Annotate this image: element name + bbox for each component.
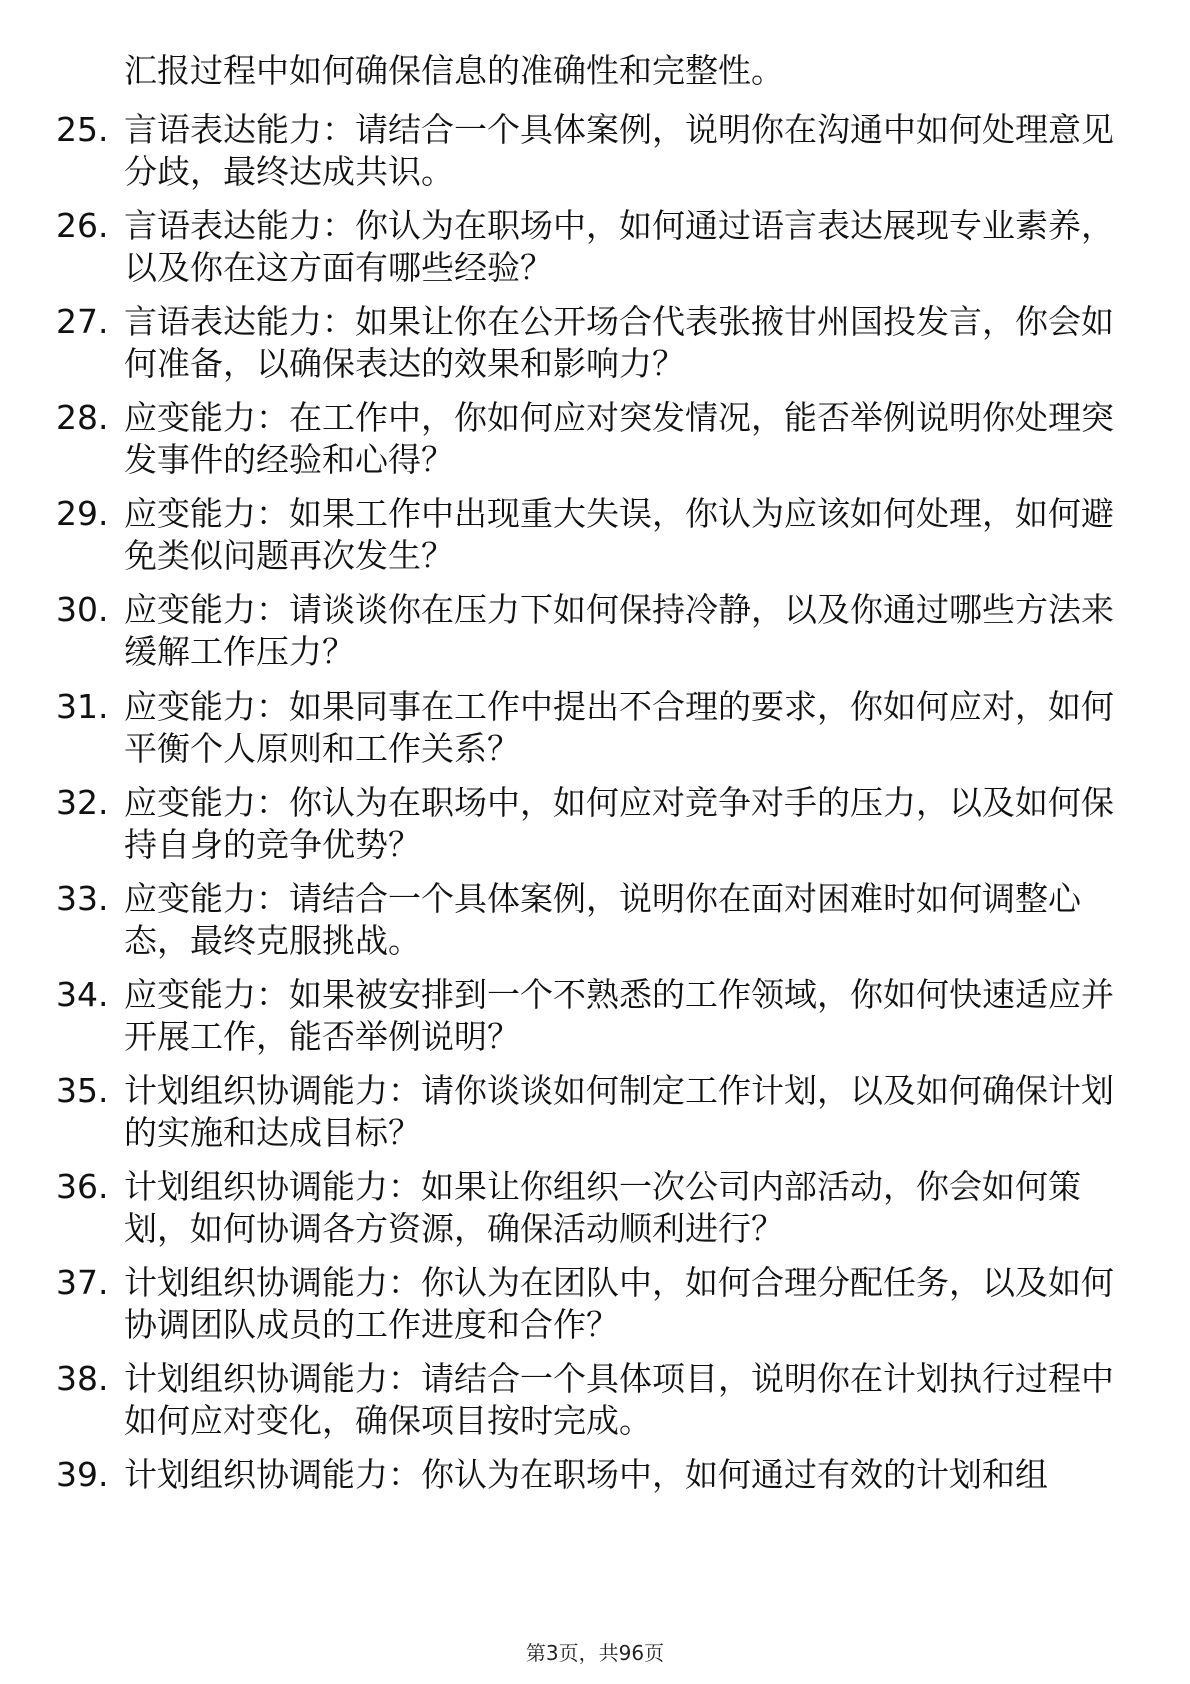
question-item <box>0 1070 1190 1166</box>
question-item <box>0 974 1190 1070</box>
question-number: 39. <box>56 1455 109 1495</box>
question-text: 应变能力：你认为在职场中，如何应对竞争对手的压力，以及如何保持自身的竞争优势？ <box>124 782 1114 864</box>
question-text: 应变能力：在工作中，你如何应对突发情况，能否举例说明你处理突发事件的经验和心得？ <box>124 398 1114 480</box>
question-number: 36. <box>56 1167 109 1207</box>
question-text: 应变能力：如果工作中出现重大失误，你认为应该如何处理，如何避免类似问题再次发生？ <box>124 494 1114 576</box>
question-item <box>0 686 1190 782</box>
question-item <box>0 878 1190 974</box>
question-text: 言语表达能力：请结合一个具体案例，说明你在沟通中如何处理意见分歧，最终达成共识。 <box>124 110 1114 191</box>
question-item <box>0 493 1190 589</box>
question-item <box>0 1262 1190 1358</box>
continued-question-text: 汇报过程中如何确保信息的准确性和完整性。 <box>124 51 784 90</box>
question-item <box>0 301 1190 397</box>
question-number: 28. <box>56 398 109 438</box>
question-text: 计划组织协调能力：你认为在团队中，如何合理分配任务，以及如何协调团队成员的工作进度和合作？ <box>124 1263 1114 1345</box>
question-number: 34. <box>56 974 109 1014</box>
question-text: 计划组织协调能力：请你谈谈如何制定工作计划，以及如何确保计划的实施和达成目标？ <box>124 1070 1114 1152</box>
question-item <box>0 589 1190 685</box>
question-number: 38. <box>56 1359 109 1399</box>
question-number: 30. <box>56 590 109 630</box>
question-number: 25. <box>56 110 109 149</box>
question-number: 27. <box>56 302 109 342</box>
question-text: 言语表达能力：如果让你在公开场合代表张掖甘州国投发言，你会如何准备，以确保表达的效果和影响力？ <box>124 302 1114 384</box>
question-item <box>0 1358 1190 1454</box>
question-item <box>0 782 1190 878</box>
question-item <box>0 397 1190 493</box>
question-number: 26. <box>56 206 109 246</box>
question-number: 33. <box>56 878 109 918</box>
question-item <box>0 1454 1190 1550</box>
question-text: 计划组织协调能力：你认为在职场中，如何通过有效的计划和组 <box>124 1455 1048 1495</box>
question-text: 计划组织协调能力：请结合一个具体项目，说明你在计划执行过程中如何应对变化，确保项目按时完成。 <box>124 1359 1114 1441</box>
question-number: 37. <box>56 1263 109 1303</box>
question-text: 应变能力：如果被安排到一个不熟悉的工作领域，你如何快速适应并开展工作，能否举例说明？ <box>124 974 1114 1056</box>
question-text: 应变能力：请谈谈你在压力下如何保持冷静，以及你通过哪些方法来缓解工作压力？ <box>124 590 1114 672</box>
question-item <box>0 205 1190 301</box>
question-number: 35. <box>56 1070 109 1110</box>
question-list <box>0 109 1190 1550</box>
page-footer: 第3页，共96页 <box>525 1641 665 1665</box>
question-text: 应变能力：请结合一个具体案例，说明你在面对困难时如何调整心态，最终克服挑战。 <box>124 878 1081 960</box>
question-text: 言语表达能力：你认为在职场中，如何通过语言表达展现专业素养，以及你在这方面有哪些经验？ <box>124 206 1114 288</box>
question-number: 31. <box>56 686 109 726</box>
question-text: 应变能力：如果同事在工作中提出不合理的要求，你如何应对，如何平衡个人原则和工作关系？ <box>124 686 1114 768</box>
question-number: 32. <box>56 782 109 822</box>
question-item <box>0 1166 1190 1262</box>
question-item <box>0 109 1190 205</box>
question-number: 29. <box>56 494 109 534</box>
question-text: 计划组织协调能力：如果让你组织一次公司内部活动，你会如何策划，如何协调各方资源，确保活动顺利进行？ <box>124 1167 1081 1249</box>
